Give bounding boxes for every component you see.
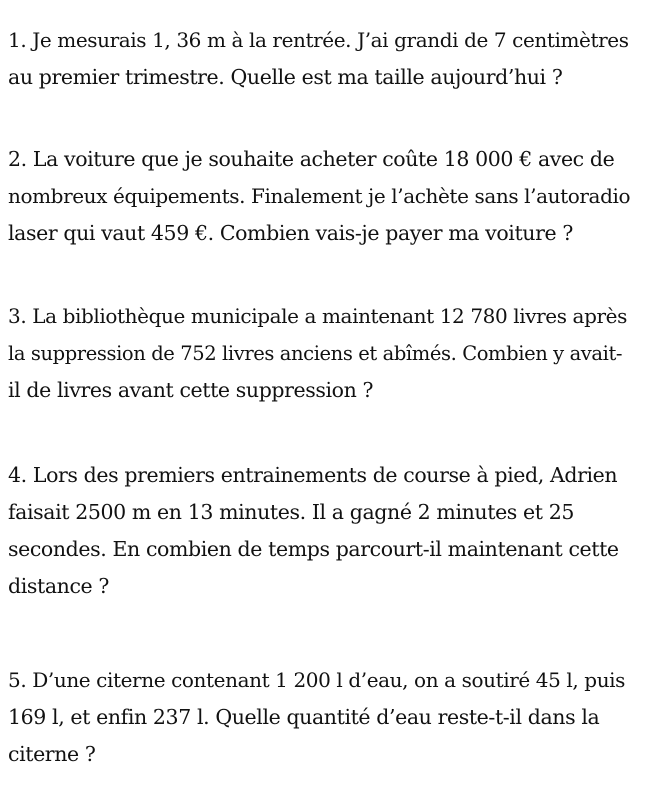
problem-2 xyxy=(8,141,638,252)
problem-1 xyxy=(8,22,638,96)
problem-4-line-1: 4. Lors des premiers entrainements de course à pied, Adrien xyxy=(8,463,618,487)
problem-4-line-3: secondes. En combien de temps parcourt-il maintenant cette xyxy=(8,537,619,561)
problem-4-line-2: faisait 2500 m en 13 minutes. Il a gagné 2 minutes et 25 xyxy=(8,500,575,524)
problem-3-line-3: il de livres avant cette suppression ? xyxy=(8,378,374,402)
problem-3-line-1: 3. La bibliothèque municipale a maintenant 12 780 livres après xyxy=(8,304,627,328)
problem-5 xyxy=(8,662,638,773)
problem-3-line-2: la suppression de 752 livres anciens et abîmés. Combien y avait- xyxy=(8,342,623,365)
problem-5-line-1: 5. D’une citerne contenant 1 200 l d’eau, on a soutiré 45 l, puis xyxy=(8,668,626,692)
problem-4 xyxy=(8,457,638,605)
problem-2-line-2: nombreux équipements. Finalement je l’achète sans l’autoradio xyxy=(8,184,631,208)
problem-3 xyxy=(8,298,638,409)
problem-1-line-1: 1. Je mesurais 1, 36 m à la rentrée. J’ai grandi de 7 centimètres xyxy=(8,28,629,52)
problem-2-line-1: 2. La voiture que je souhaite acheter coûte 18 000 € avec de xyxy=(8,147,615,171)
problem-1-line-2: au premier trimestre. Quelle est ma taille aujourd’hui ? xyxy=(8,65,563,89)
problem-5-line-3: citerne ? xyxy=(8,742,96,766)
problem-2-line-3: laser qui vaut 459 €. Combien vais-je payer ma voiture ? xyxy=(8,221,573,245)
problem-4-line-4: distance ? xyxy=(8,574,109,598)
problem-5-line-2: 169 l, et enfin 237 l. Quelle quantité d’eau reste-t-il dans la xyxy=(8,705,600,729)
